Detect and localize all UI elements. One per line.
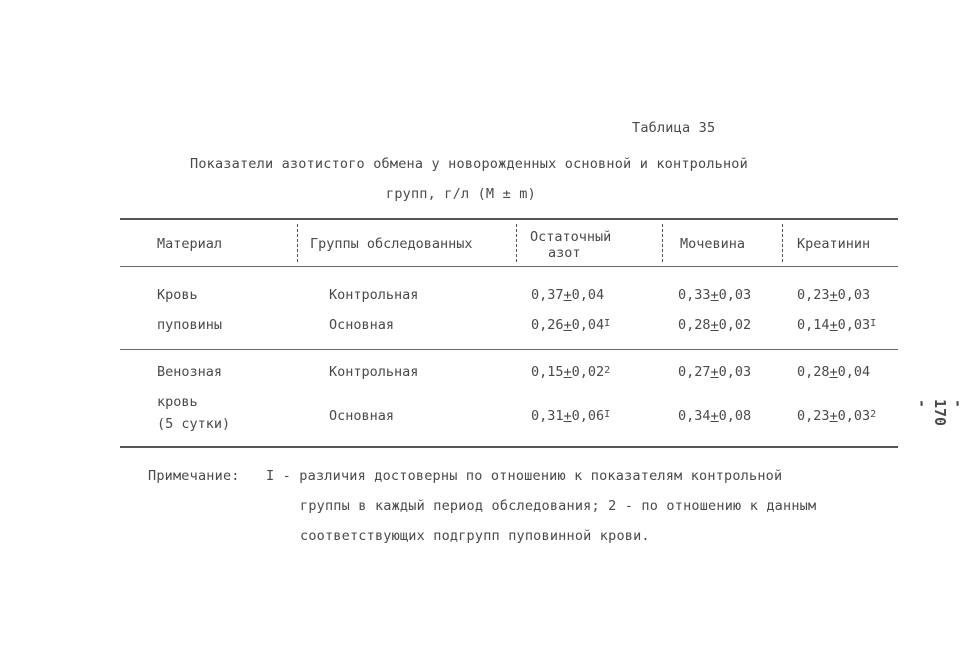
row-4-urea: 0,34+0,08 [678, 408, 752, 424]
note-line-1: I - различия достоверны по отношению к показателям контрольной [266, 468, 783, 484]
column-header-urea: Мочевина [680, 236, 746, 252]
column-header-residual-nitrogen-2: азот [548, 245, 581, 261]
note-line-2: группы в каждый период обследования; 2 - по отношению к данным [300, 498, 817, 514]
row-4-creatinine: $0,23+0,03^2$ [797, 408, 877, 424]
column-header-groups: Группы обследованных [310, 236, 473, 252]
row-3-material: Венозная [157, 364, 223, 380]
row-1-creatinine: 0,23+0,03 [797, 287, 871, 303]
row-3-residual-nitrogen: $0,15+0,02^2$ [531, 364, 611, 380]
header-rule [120, 266, 898, 267]
row-2-creatinine: $0,14+0,03^I$ [797, 317, 877, 333]
column-separator [297, 224, 298, 262]
row-4-material: кровь [157, 394, 198, 410]
table-title-line-1: Показатели азотистого обмена у новорожденных основной и контрольной [190, 156, 748, 172]
note-line-3: соответствующих подгрупп пуповинной крови. [300, 528, 650, 544]
row-4-material-detail: (5 сутки) [157, 416, 231, 432]
row-4-group: Основная [329, 408, 395, 424]
table-title-line-2: групп, г/л (М ± m) [386, 186, 536, 202]
column-header-material: Материал [157, 236, 223, 252]
row-1-material: Кровь [157, 287, 198, 303]
row-2-urea: 0,28+0,02 [678, 317, 752, 333]
column-separator [662, 224, 663, 262]
table-top-rule [120, 218, 898, 220]
row-2-group: Основная [329, 317, 395, 333]
row-3-creatinine: 0,28+0,04 [797, 364, 871, 380]
column-header-creatinine: Креатинин [797, 236, 871, 252]
column-separator [782, 224, 783, 262]
row-3-group: Контрольная [329, 364, 419, 380]
table-bottom-rule [120, 446, 898, 448]
row-2-residual-nitrogen: $0,26+0,04^I$ [531, 317, 611, 333]
row-3-urea: 0,27+0,03 [678, 364, 752, 380]
row-1-group: Контрольная [329, 287, 419, 303]
column-header-residual-nitrogen: Остаточный [530, 229, 612, 245]
group-separator-rule [120, 349, 898, 350]
column-separator [516, 224, 517, 262]
row-1-urea: 0,33+0,03 [678, 287, 752, 303]
row-2-material: пуповины [157, 317, 223, 333]
row-1-residual-nitrogen: 0,37+0,04 [531, 287, 605, 303]
note-label: Примечание: [148, 468, 240, 484]
table-label: Таблица 35 [632, 120, 716, 136]
page-number: - 170 - [913, 399, 967, 427]
row-4-residual-nitrogen: $0,31+0,06^I$ [531, 408, 611, 424]
